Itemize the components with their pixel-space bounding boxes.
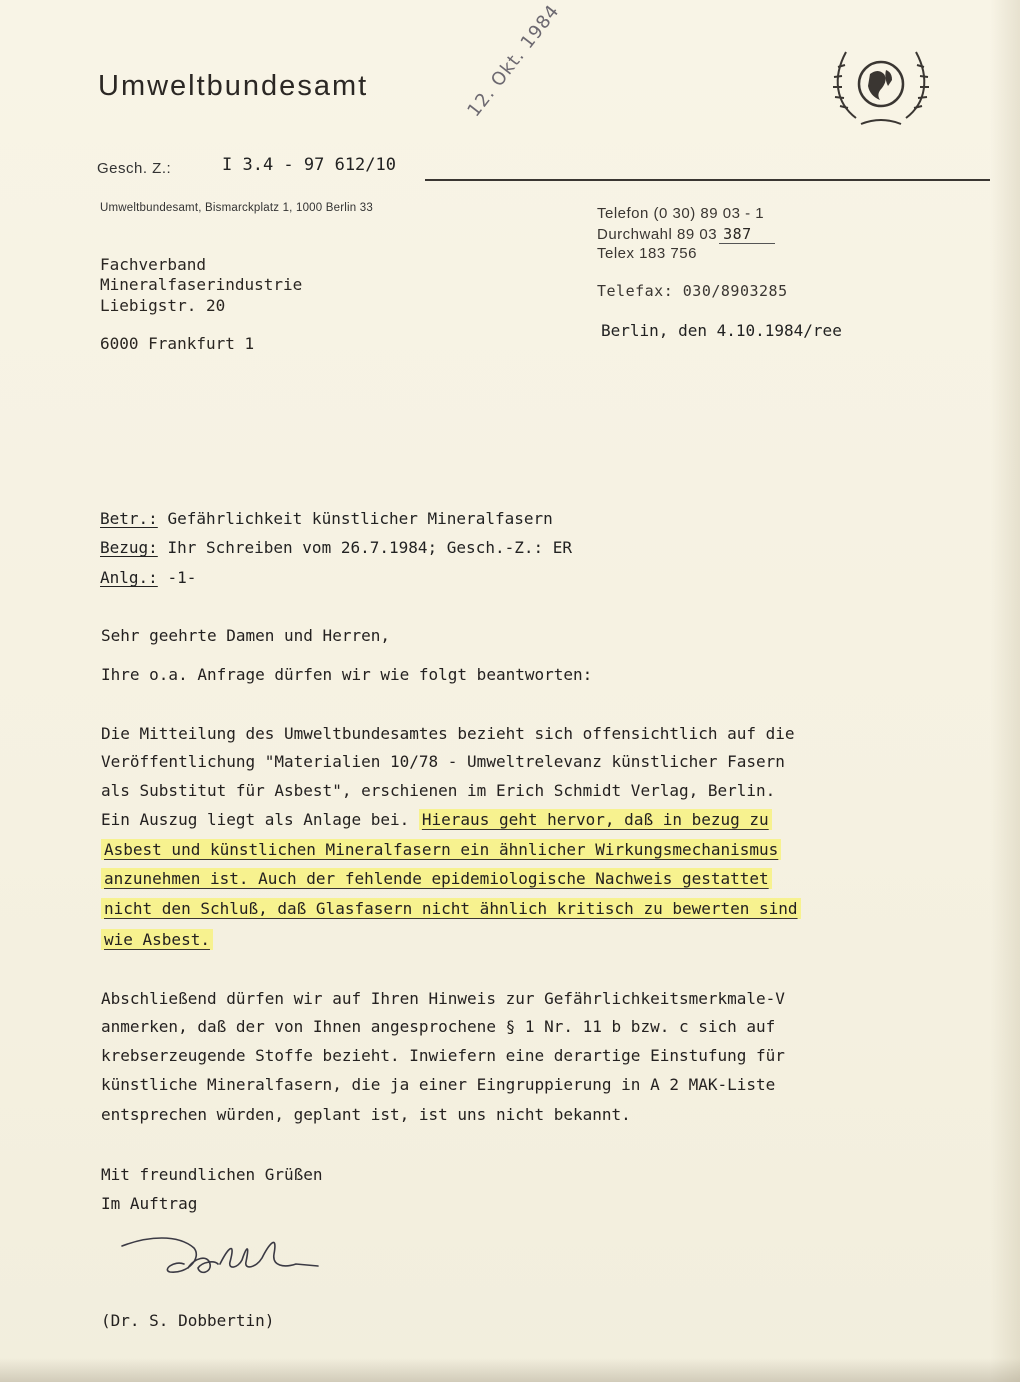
durchwahl-extension: 387	[719, 225, 775, 244]
ref-bezug	[100, 538, 572, 557]
paragraph-line: entsprechen würden, geplant ist, ist uns nicht bekannt.	[101, 1105, 631, 1124]
highlighted-text: Hieraus geht hervor, daß in bezug zu	[419, 809, 772, 830]
gesch-z-label: Gesch. Z.:	[97, 160, 172, 177]
salutation: Sehr geehrte Damen und Herren,	[101, 626, 390, 645]
paragraph-line: künstliche Mineralfasern, die ja einer Eingruppierung in A 2 MAK-Liste	[101, 1075, 776, 1094]
ref-anlage	[100, 568, 196, 587]
recipient-city: 6000 Frankfurt 1	[100, 334, 255, 353]
paragraph-line	[101, 869, 772, 888]
im-auftrag: Im Auftrag	[101, 1194, 198, 1213]
contact-durchwahl	[597, 225, 775, 244]
plain-text: Ein Auszug liegt als Anlage bei.	[101, 810, 410, 829]
contact-telefax: Telefax: 030/8903285	[597, 282, 788, 300]
paragraph-line	[101, 930, 213, 949]
agency-name: Umweltbundesamt	[98, 70, 369, 102]
paragraph-line: krebserzeugende Stoffe bezieht. Inwiefern eine derartige Einstufung für	[101, 1046, 785, 1065]
paragraph-line	[101, 899, 801, 918]
highlighted-text: anzunehmen ist. Auch der fehlende epidemiologische Nachweis gestattet	[101, 868, 772, 889]
highlighted-text: nicht den Schluß, daß Glasfasern nicht ähnlich kritisch zu bewerten sind	[101, 898, 801, 919]
ref-betreff	[100, 509, 553, 528]
recipient-line: Liebigstr. 20	[100, 296, 226, 315]
paragraph-line: anmerken, daß der von Ihnen angesprochene § 1 Nr. 11 b bzw. c sich auf	[101, 1017, 776, 1036]
gesch-z-value: I 3.4 - 97 612/10	[222, 155, 396, 175]
anlg-value: -1-	[167, 568, 197, 587]
paragraph-line: Die Mitteilung des Umweltbundesamtes bezieht sich offensichtlich auf die	[101, 724, 795, 743]
recipient-line: Mineralfaserindustrie	[100, 275, 303, 294]
bezug-label: Bezug:	[100, 538, 158, 557]
paragraph-line	[101, 840, 781, 859]
header-rule	[425, 179, 990, 181]
page-bottom-shadow	[0, 1358, 1020, 1382]
handwritten-signature	[118, 1218, 338, 1308]
highlighted-text: wie Asbest.	[101, 929, 213, 950]
anlg-label: Anlg.:	[100, 568, 158, 587]
bezug-value: Ihr Schreiben vom 26.7.1984; Gesch.-Z.: ER	[167, 538, 573, 557]
closing-greeting: Mit freundlichen Grüßen	[101, 1165, 323, 1184]
contact-telefon: Telefon (0 30) 89 03 - 1	[597, 205, 765, 222]
paragraph-line: als Substitut für Asbest", erschienen im Erich Schmidt Verlag, Berlin.	[101, 781, 776, 800]
contact-telex: Telex 183 756	[597, 245, 697, 262]
received-stamp: 12. Okt. 1984	[463, 0, 564, 122]
betr-label: Betr.:	[100, 509, 158, 528]
betr-value: Gefährlichkeit künstlicher Mineralfasern	[167, 509, 553, 528]
intro-line: Ihre o.a. Anfrage dürfen wir wie folgt beantworten:	[101, 665, 593, 684]
date-line: Berlin, den 4.10.1984/ree	[601, 321, 842, 340]
unep-emblem-icon	[826, 38, 936, 130]
signatory-name: (Dr. S. Dobbertin)	[101, 1311, 275, 1330]
highlighted-text: Asbest und künstlichen Mineralfasern ein ähnlicher Wirkungsmechanismus	[101, 839, 781, 860]
paragraph-line	[101, 810, 772, 829]
sender-address-line: Umweltbundesamt, Bismarckplatz 1, 1000 Berlin 33	[100, 202, 373, 214]
page-edge-shadow	[990, 0, 1020, 1382]
durchwahl-label: Durchwahl 89 03	[597, 226, 718, 243]
recipient-line: Fachverband	[100, 255, 206, 274]
paragraph-line: Veröffentlichung "Materialien 10/78 - Umweltrelevanz künstlicher Fasern	[101, 752, 785, 771]
paragraph-line: Abschließend dürfen wir auf Ihren Hinweis zur Gefährlichkeitsmerkmale-V	[101, 989, 785, 1008]
